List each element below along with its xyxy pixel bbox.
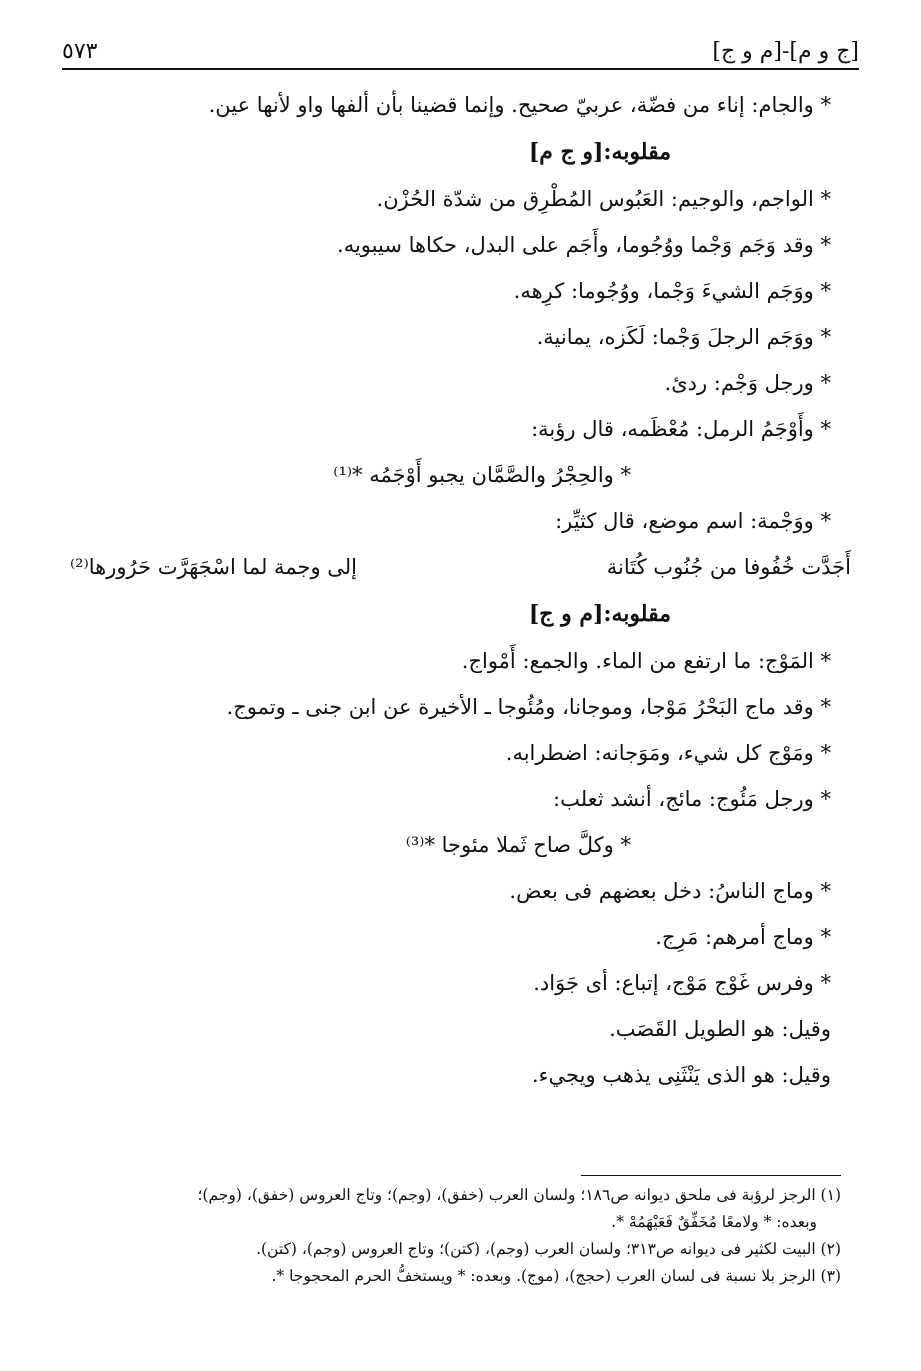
text-line: * ووَجَم الشيءَ وَجْما، ووُجُوما: كرِهه. — [513, 279, 831, 303]
text-line: * وماج الناسُ: دخل بعضهم فى بعض. — [509, 879, 831, 903]
text-line: * ووَجْمة: اسم موضع، قال كثيِّر: — [555, 509, 831, 533]
page-number: ٥٧٣ — [62, 39, 98, 64]
section-heading: مقلوبه:[م و ج] — [528, 601, 671, 627]
footnote: (١) الرجز لرؤبة فى ملحق ديوانه ص١٨٦؛ ولسان العرب (خفق)، (وجم)؛ وتاج العروس (خفق)، (وجم)؛ — [197, 1186, 841, 1204]
main-text — [70, 82, 851, 1098]
text-line: * وقد ماج البَحْرُ مَوْجا، وموجانا، ومُئُوجا ـ الأخيرة عن ابن جنى ـ وتموج. — [226, 695, 831, 719]
text-line: * ووَجَم الرجلَ وَجْما: لَكَزه، يمانية. — [536, 325, 831, 349]
text-line: * والجام: إناء من فضّة، عربيّ صحيح. وإنما قضينا بأن ألفها واو لأنها عين. — [208, 93, 831, 117]
poem-verse — [70, 544, 851, 590]
text-line: وقيل: هو الطويل القَصَب. — [609, 1017, 831, 1041]
poem-hemistich-second: إلى وجمة لما اسْجَهَرَّت حَرُورها⁽²⁾ — [70, 555, 357, 579]
footnote: (٢) البيت لكثير فى ديوانه ص٣١٣؛ ولسان العرب (وجم)، (كتن)؛ وتاج العروس (وجم)، (كتن). — [256, 1240, 841, 1258]
footnote-divider — [581, 1175, 841, 1176]
footnotes — [70, 1175, 841, 1290]
footnote-continuation: وبعده: * ولامعًا مُخَفِّقٌ فَعَيْهَمُهْ *. — [611, 1213, 817, 1231]
footnote: (٣) الرجز بلا نسبة فى لسان العرب (حجج)، (موج). وبعده: * ويستخفُّ الحرم المحجوجا *. — [271, 1267, 841, 1285]
text-line: * المَوْج: ما ارتفع من الماء. والجمع: أَمْواج. — [461, 649, 831, 673]
text-line: * ورجل مَئُوج: مائج، أنشد ثعلب: — [553, 787, 831, 811]
page-header — [62, 30, 859, 70]
text-line: * الواجم، والوجيم: العَبُوس المُطْرِق من شدّة الحُزْن. — [376, 187, 831, 211]
text-line: وقيل: هو الذى يَنْثَنِى يذهب ويجيء. — [531, 1063, 831, 1087]
header-title: [ج و م]-[م و ج] — [712, 39, 859, 64]
verse-line: * والحِجْرُ والصَّمَّان يجبو أَوْجَمُه *⁽¹⁾ — [333, 463, 631, 487]
section-heading: مقلوبه:[و ج م] — [528, 139, 671, 165]
text-line: * ورجل وَجْم: ردئ. — [664, 371, 831, 395]
verse-line: * وكلَّ صاح ثَملا مئوجا *⁽³⁾ — [405, 833, 631, 857]
text-line: * وقد وَجَم وَجْما ووُجُوما، وأَجَم على البدل، حكاها سيبويه. — [337, 233, 831, 257]
poem-hemistich-first: أَجَدَّت خُفُوفا من جُنُوب كُتَانة — [606, 555, 851, 579]
text-line: * وماج أمرهم: مَرِج. — [655, 925, 831, 949]
text-line: * ومَوْج كل شيء، ومَوَجانه: اضطرابه. — [505, 741, 831, 765]
text-line: * وفرس غَوْج مَوْج، إتباع: أى جَوَاد. — [533, 971, 831, 995]
text-line: * وأَوْجَمُ الرمل: مُعْظَمه، قال رؤبة: — [531, 417, 831, 441]
